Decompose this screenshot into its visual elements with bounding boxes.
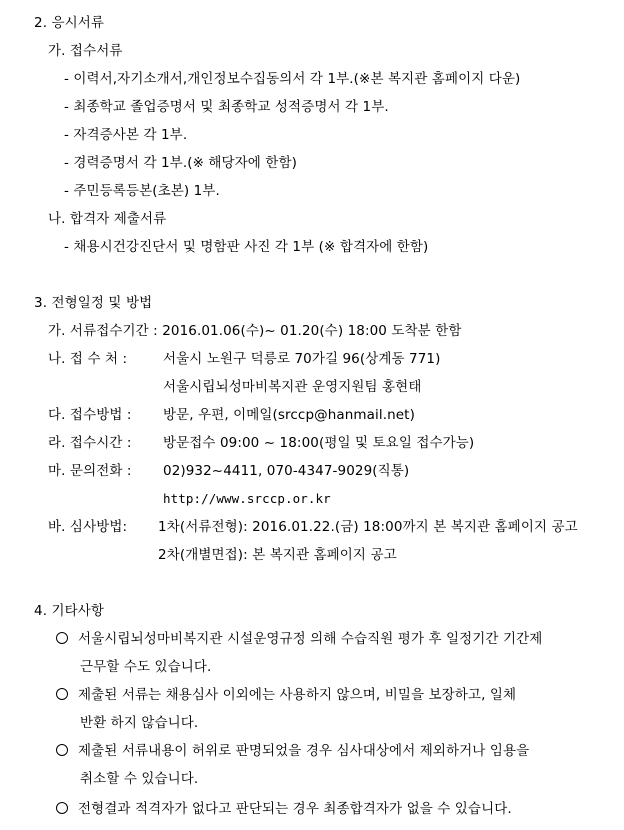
circle-bullet-icon (56, 802, 68, 814)
section-3-title: 3. 전형일정 및 방법 (34, 295, 153, 311)
screening-step-1: 1차(서류전형): 2016.01.22.(금) 18:00까지 본 복지관 홈페이지 공고 (158, 519, 578, 535)
application-period: 가. 서류접수기간 : 2016.01.06(수)~ 01.20(수) 18:00 도착분 한함 (48, 323, 462, 339)
section-4-title: 4. 기타사항 (34, 603, 105, 619)
section-2-subheading-na: 나. 합격자 제출서류 (48, 211, 167, 227)
application-place-label: 나. 접 수 처 : (48, 351, 128, 367)
inquiry-phone-value: 02)932~4411, 070-4347-9029(직통) (163, 463, 410, 479)
application-time-label: 라. 접수시간 : (48, 435, 132, 451)
application-place-contact: 서울시립뇌성마비복지관 운영지원팀 홍현태 (163, 379, 422, 395)
circle-bullet-icon (56, 632, 68, 644)
application-method-value: 방문, 우편, 이메일(srccp@hanmail.net) (163, 407, 415, 423)
section-2-subheading-ga: 가. 접수서류 (48, 43, 123, 59)
homepage-url: http://www.srccp.or.kr (163, 491, 331, 506)
application-place-address: 서울시 노원구 덕릉로 70가길 96(상계동 771) (163, 351, 441, 367)
document-item: - 경력증명서 각 1부.(※ 해당자에 한함) (64, 155, 297, 171)
note-item: 서울시립뇌성마비복지관 시설운영규정 의해 수습직원 평가 후 일정기간 기간제 (56, 630, 604, 648)
note-continuation: 근무할 수도 있습니다. (80, 659, 212, 675)
document-item: - 최종학교 졸업증명서 및 최종학교 성적증명서 각 1부. (64, 99, 389, 115)
application-method-label: 다. 접수방법 : (48, 407, 132, 423)
circle-bullet-icon (56, 744, 68, 756)
document-item: - 이력서,자기소개서,개인정보수집동의서 각 1부.(※본 복지관 홈페이지 다운) (64, 71, 521, 87)
note-item: 제출된 서류내용이 허위로 판명되었을 경우 심사대상에서 제외하거나 임용을 (56, 742, 604, 760)
section-2-title: 2. 응시서류 (34, 15, 105, 31)
note-continuation: 반환 하지 않습니다. (80, 715, 199, 731)
screening-method-label: 바. 심사방법: (48, 519, 128, 535)
note-item: 제출된 서류는 채용심사 이외에는 사용하지 않으며, 비밀을 보장하고, 일체 (56, 686, 604, 704)
document-item: - 주민등록등본(초본) 1부. (64, 183, 220, 199)
inquiry-phone-label: 마. 문의전화 : (48, 463, 132, 479)
screening-step-2: 2차(개별면접): 본 복지관 홈페이지 공고 (158, 547, 397, 563)
circle-bullet-icon (56, 688, 68, 700)
note-item: 전형결과 적격자가 없다고 판단되는 경우 최종합격자가 없을 수 있습니다. (56, 800, 604, 818)
document-item: - 채용시건강진단서 및 명함판 사진 각 1부 (※ 합격자에 한함) (64, 239, 429, 255)
application-time-value: 방문접수 09:00 ~ 18:00(평일 및 토요일 접수가능) (163, 435, 475, 451)
note-continuation: 취소할 수 있습니다. (80, 771, 199, 787)
document-item: - 자격증사본 각 1부. (64, 127, 188, 143)
